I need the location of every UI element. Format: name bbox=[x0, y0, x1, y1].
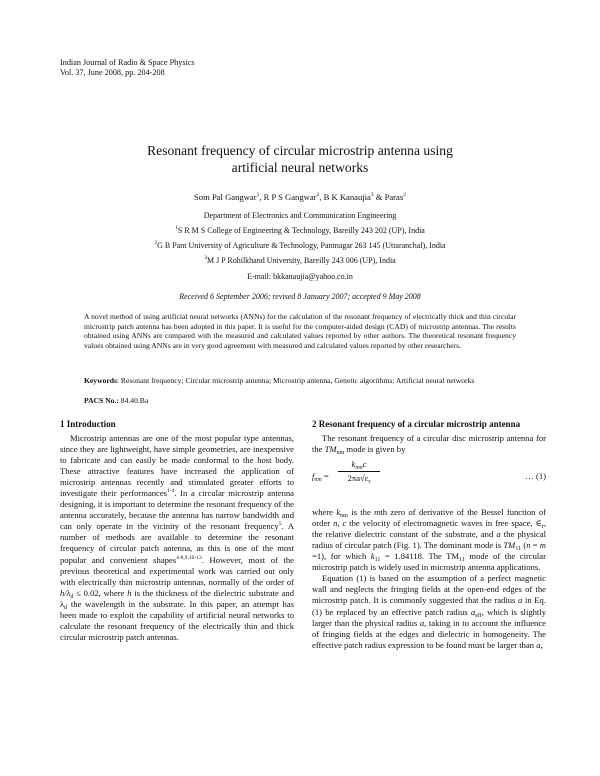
affil-text: M J P Rohilkhand University, Bareilly 243 006 (UP), India bbox=[207, 256, 396, 265]
affil-mark: 2 bbox=[154, 240, 158, 246]
keywords-text: : Resonant frequency; Circular microstrip antenna; Microstrip antenna, Genetic algorithms; Artificial neural networks bbox=[116, 376, 475, 385]
email: E-mail: bkkanaujia@yahoo.co.in bbox=[247, 272, 353, 281]
keywords-label: Keywords bbox=[84, 376, 117, 385]
author-list bbox=[60, 192, 540, 203]
author-affil-mark: 3 bbox=[370, 192, 374, 198]
section-heading-introduction: 1 Introduction bbox=[60, 419, 116, 429]
title-line-1: Resonant frequency of circular microstrip antenna using bbox=[147, 143, 453, 158]
keywords bbox=[84, 376, 516, 386]
equation-lhs: $f_{nm}$ = bbox=[312, 470, 329, 483]
author-name: , B K Kanaujia bbox=[319, 192, 371, 202]
right-column bbox=[312, 419, 546, 651]
equation-number: … (1) bbox=[525, 470, 546, 481]
equation-numerator: $k_{nm}c$ bbox=[338, 459, 380, 472]
author-affil-mark: 2 bbox=[316, 192, 320, 198]
journal-volume: Vol. 37, June 2008, pp. 204-208 bbox=[60, 68, 165, 77]
affiliation-1 bbox=[60, 226, 540, 236]
affil-text: S R M S College of Engineering & Technology, Bareilly 243 202 (UP), India bbox=[177, 226, 425, 235]
intro-paragraph: Microstrip antennas are one of the most popular type antennas, since they are lightweight, have simple geometries, are inexpensive to fabricate and can easily be made conformal to the host body. These attractive features have increased the application of microstrip antennas recently and stimulated greater efforts to investigate their performances$^{1-4}$. In a circular microstrip antenna designing, it is important to determine the resonant frequency of the antenna accurately, because the antenna has narrow bandwidth and can only operate in the vicinity of the resonant frequency$^5$. A number of methods are available to determine the resonant frequency of circular patch antenna, as this is one of the most popular and convenient shapes$^{4-8,9,10-13}$. However, most of the previous theoretical and experimental work was carried out only with electrically thin microstrip antennas, normally of the order of $h/\lambda_d \le 0.02$, where h is the thickness of the dielectric substrate and $\lambda_d$ the wavelength in the substrate. In this paper, an attempt has been made to exploit the capability of artificial neural networks to calculate the resonant frequency of the electrically thin and thick circular microstrip patch antennas. bbox=[60, 432, 295, 643]
section2-paragraph-3: Equation (1) is based on the assumption of a perfect magnetic wall and neglects the fringing fields at the open-end edges of the microstrip patch. It is commonly suggested that the radius a in Eq. (1) be replaced by an effective patch radius $a_{eff}$, which is slightly larger than the physical radius a, taking in to account the influence of fringing fields at the edges and dielectric in homogeneity. The effective patch radius expression to be found must be larger than a, bbox=[312, 573, 547, 650]
author-affil-mark: 2 bbox=[403, 192, 406, 198]
affil-mark: 1 bbox=[175, 225, 178, 231]
equation-1 bbox=[312, 459, 546, 499]
affil-mark: 3 bbox=[204, 255, 207, 261]
title-line-2: artificial neural networks bbox=[231, 160, 369, 175]
section2-paragraph-2: where $k_{nm}$ is the mth zero of derivative of the Bessel function of order n, c the velocity of electromagnetic waves in free space, $\in_r$, the relative dielectric constant of the substrate, and a the physical radius of circular patch (Fig. 1). The dominant mode is $TM_{11}$ (n = m =1), for which $k_{11} = 1.84118$. The $TM_{11}$ mode of the circular microstrip patch is widely used in microstrip antenna applications. bbox=[312, 506, 547, 573]
left-column bbox=[60, 419, 294, 643]
pacs-label: PACS No.: bbox=[84, 396, 119, 405]
paper-title bbox=[90, 142, 510, 176]
author-name: Som Pal Gangwar bbox=[194, 192, 257, 202]
affil-text: G B Pant University of Agriculture & Technology, Pantnagar 263 145 (Uttaranchal), India bbox=[157, 241, 446, 250]
abstract: A novel method of using artificial neural networks (ANNs) for the calculation of the resonant frequency of electrically thick and thin circular microstrip patch antenna has been adopted in this paper. It is useful for the computer-aided design (CAD) of microstrip antennas. The results obtained using ANNs are compared with the measured and calculated values reported by other authors. The theoretical resonant frequency values obtained using ANNs are in very good agreement with measured and calculated values reported by other researchers. bbox=[84, 312, 516, 350]
pacs-value: 84.40.Ba bbox=[118, 396, 149, 405]
department: Department of Electronics and Communication Engineering bbox=[203, 211, 397, 220]
author-name: & Paras bbox=[373, 192, 404, 202]
author-name: , R P S Gangwar bbox=[259, 192, 317, 202]
equation-denominator: $2\pi a√\varepsilon_r$ bbox=[347, 472, 371, 485]
journal-name: Indian Journal of Radio & Space Physics bbox=[60, 58, 195, 67]
section-heading-resonant-frequency: 2 Resonant frequency of a circular microstrip antenna bbox=[312, 419, 521, 429]
author-affil-mark: 1 bbox=[256, 192, 260, 198]
journal-header bbox=[60, 58, 195, 78]
equation-fraction bbox=[338, 459, 380, 484]
affiliation-3 bbox=[60, 256, 540, 266]
pacs-number bbox=[84, 396, 148, 405]
affiliation-2 bbox=[60, 241, 540, 251]
received-dates: Received 6 September 2006; revised 8 January 2007; accepted 9 May 2008 bbox=[179, 292, 421, 301]
section2-paragraph-1: The resonant frequency of a circular disc microstrip antenna for the $TM_{nm}$ mode is given by bbox=[312, 432, 546, 456]
